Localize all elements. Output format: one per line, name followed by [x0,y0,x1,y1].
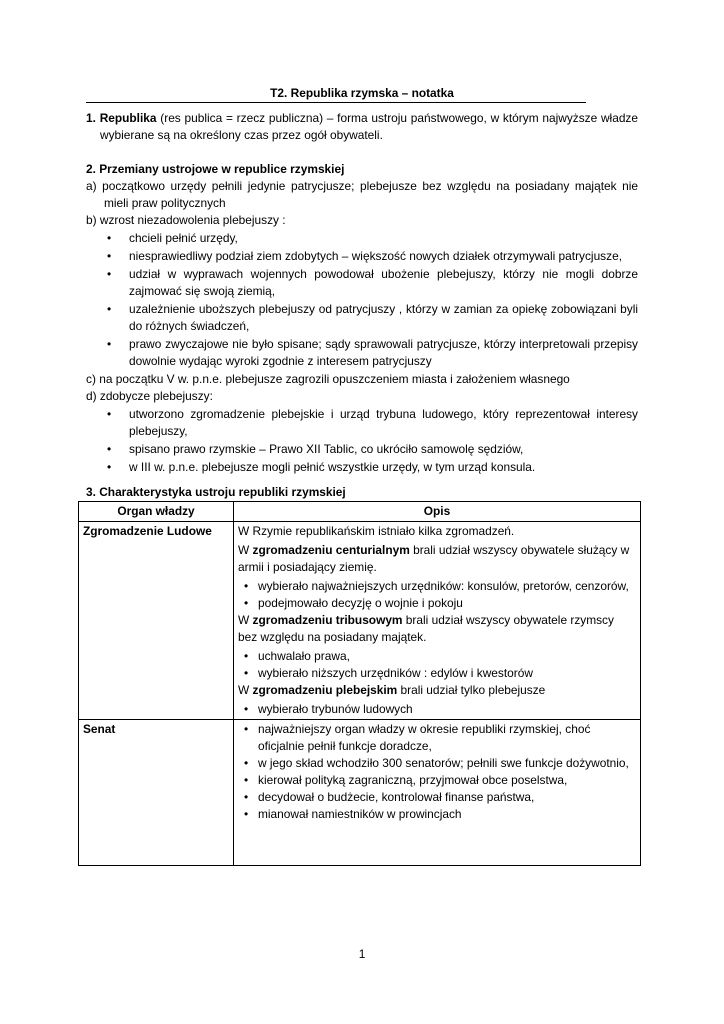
list-item [107,441,638,458]
list-item [244,701,636,718]
plebeian-text: W zgromadzeniu plebejskim brali udział tylko plebejusze [238,683,546,697]
list-item-text: wybierało najważniejszych urzędników: konsulów, pretorów, cenzorów, [258,579,629,593]
organ-senat: Senat [79,720,234,866]
title-underline [86,102,586,103]
senat-list [238,721,636,823]
bullet-icon: • [244,649,249,663]
list-item-text: najważniejszy organ władzy w okresie republiki rzymskiej, choć oficjalnie pełnił funkcje doradcze, [258,722,591,753]
opis-zgromadzenie-ludowe [234,522,641,720]
bullet-icon: • [107,249,112,263]
table-header-row [79,502,641,522]
spacer [86,144,638,161]
list-item [107,266,638,300]
list-item-text: w jego skład wchodziło 300 senatorów; pełnili swe funkcje dożywotnio, [258,756,629,770]
point-d-list [86,406,638,476]
organ-zgromadzenie-ludowe: Zgromadzenie Ludowe [79,522,234,720]
bullet-icon: • [107,267,112,281]
tribus-list [238,648,636,682]
point-b-list [86,230,638,370]
tribus-term: zgromadzeniu tribusowym [252,613,403,627]
page-number: 1 [358,947,366,961]
list-item [244,578,636,595]
header-organ: Organ władzy [79,502,234,522]
list-item-text: wybierało niższych urzędników : edylów i kwestorów [258,666,533,680]
document-content [83,85,638,866]
list-item-text: mianował namiestników w prowincjach [258,807,462,821]
intro-text: W Rzymie republikańskim istniało kilka zgromadzeń. [238,524,515,538]
centurial-term: zgromadzeniu centurialnym [252,543,410,557]
tribus-text: W zgromadzeniu tribusowym brali udział wszyscy obywatele rzymscy bez względu na posiadany majątek. [238,613,614,644]
plebeian-list [238,701,636,718]
opis-senat [234,720,641,866]
centurial-text: W zgromadzeniu centurialnym brali udział wszyscy obywatele służący w armii i posiadający ziemię. [238,543,630,574]
bullet-icon: • [244,722,249,736]
list-item [244,648,636,665]
bullet-icon: • [244,790,249,804]
list-item [107,248,638,265]
bullet-icon: • [107,442,112,456]
list-item [244,755,636,772]
list-item-text: w III w. p.n.e. plebejusze mogli pełnić wszystkie urzędy, w tym urząd konsula. [129,460,536,474]
republika-term: Republika [99,111,157,125]
list-item [244,721,636,755]
point-d: d) zdobycze plebejuszy: [86,389,213,403]
list-item [244,789,636,806]
bullet-icon: • [107,337,112,351]
list-item-text: wybierało trybunów ludowych [258,702,413,716]
list-item-text: kierował polityką zagraniczną, przyjmował obce poselstwa, [258,773,568,787]
list-item-text: uzależnienie uboższych plebejuszy od patrycjuszy , którzy w zamian za opiekę zobowiązani byli do różnych świadczeń, [129,302,638,333]
list-item [107,301,638,335]
point-b: b) wzrost niezadowolenia plebejuszy : [86,213,286,227]
republika-definition: (res publica = rzecz publiczna) – forma ustroju państwowego, w którym najwyższe władze wybierane są na określony czas przez ogół obywateli. [100,111,638,142]
bullet-icon: • [244,773,249,787]
list-item [107,230,638,247]
document-title: T2. Republika rzymska – notatka [270,86,454,100]
section-1-number: 1. [86,111,96,125]
bullet-icon: • [244,596,249,610]
point-c: c) na początku V w. p.n.e. plebejusze zagrozili opuszczeniem miasta i założeniem własnego [86,372,570,386]
list-item [107,406,638,440]
point-a: a) początkowo urzędy pełnili jedynie patrycjusze; plebejusze bez względu na posiadany majątek nie mieli praw politycznych [86,179,638,210]
list-item [107,336,638,370]
list-item [107,459,638,476]
bullet-icon: • [244,702,249,716]
list-item-text: podejmowało decyzję o wojnie i pokoju [258,596,463,610]
centurial-list [238,578,636,612]
list-item-text: niesprawiedliwy podział ziem zdobytych – większość nowych działek otrzymywali patrycjusze, [129,249,622,263]
table-row [79,522,641,720]
list-item-text: uchwalało prawa, [258,649,350,663]
bullet-icon: • [244,666,249,680]
list-item-text: prawo zwyczajowe nie było spisane; sądy sprawowali patrycjusze, którzy interpretowali przepisy dowolnie wydając wyroki zgodnie z interesem patrycjuszy [129,337,638,368]
list-item [244,595,636,612]
list-item-text: decydował o budżecie, kontrolował finanse państwa, [258,790,535,804]
list-item [244,806,636,823]
table-row [79,720,641,866]
bullet-icon: • [107,407,112,421]
list-item-text: chcieli pełnić urzędy, [129,231,238,245]
bullet-icon: • [244,756,249,770]
plebeian-term: zgromadzeniu plebejskim [252,683,398,697]
header-opis: Opis [234,502,641,522]
spacer [86,477,638,484]
list-item-text: utworzono zgromadzenie plebejskie i urząd trybuna ludowego, który reprezentował interesy plebejuszy, [129,407,638,438]
bullet-icon: • [244,807,249,821]
section-3-heading: 3. Charakterystyka ustroju republiki rzymskiej [86,485,346,499]
bullet-icon: • [244,579,249,593]
list-item [244,772,636,789]
government-table [78,501,641,866]
bullet-icon: • [107,231,112,245]
bullet-icon: • [107,302,112,316]
section-2-heading: 2. Przemiany ustrojowe w republice rzymskiej [86,162,345,176]
bullet-icon: • [107,460,112,474]
list-item-text: spisano prawo rzymskie – Prawo XII Tablic, co ukróciło samowolę sędziów, [129,442,524,456]
list-item-text: udział w wyprawach wojennych powodował ubożenie plebejuszy, którzy nie mogli dobrze zajmować się swoją ziemią, [129,267,638,298]
section-1-definition [86,110,638,144]
list-item [244,665,636,682]
